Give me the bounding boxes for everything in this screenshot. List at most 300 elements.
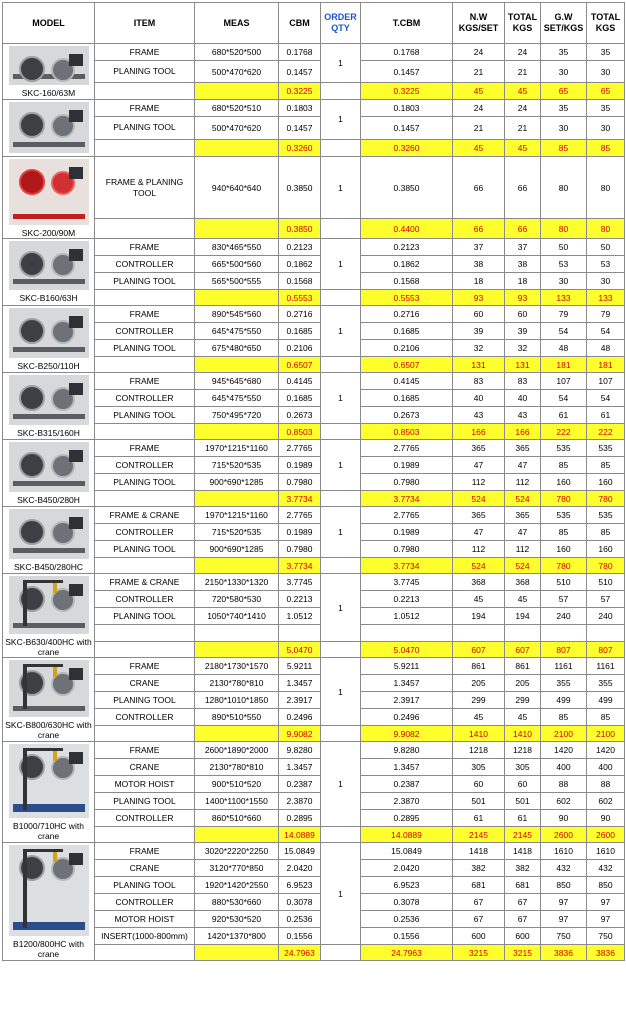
gw-cell: 85: [541, 709, 587, 726]
tcbm-cell: 1.0512: [361, 608, 453, 625]
subtotal-nw-cell: 45: [453, 139, 505, 156]
subtotal-qty-cell: [321, 558, 361, 574]
gw-total-cell: 1420: [587, 742, 625, 759]
table-row: [3, 877, 625, 894]
nw-total-cell: 60: [505, 306, 541, 323]
gw-cell: 57: [541, 591, 587, 608]
subtotal-gw-total-cell: 3836: [587, 945, 625, 961]
subtotal-cbm-cell: 0.6507: [279, 357, 321, 373]
item-cell: CONTROLLER: [95, 457, 195, 474]
nw-total-cell: 24: [505, 44, 541, 61]
header-gw: G.W SET/KGS: [541, 3, 587, 44]
tcbm-cell: 0.1989: [361, 524, 453, 541]
nw-total-cell: 365: [505, 507, 541, 524]
meas-cell: 565*500*555: [195, 273, 279, 290]
subtotal-gw-cell: 85: [541, 139, 587, 156]
nw-cell: 368: [453, 574, 505, 591]
cbm-cell: 0.2123: [279, 239, 321, 256]
subtotal-nw-total-cell: 93: [505, 290, 541, 306]
gw-cell: 750: [541, 928, 587, 945]
subtotal-item-cell: [95, 827, 195, 843]
meas-cell: 715*520*535: [195, 457, 279, 474]
table-row: [3, 860, 625, 877]
item-cell: CONTROLLER: [95, 524, 195, 541]
nw-total-cell: 600: [505, 928, 541, 945]
meas-cell: 1970*1215*1160: [195, 440, 279, 457]
subtotal-gw-cell: 780: [541, 558, 587, 574]
subtotal-tcbm-cell: 3.7734: [361, 491, 453, 507]
subtotal-qty-cell: [321, 642, 361, 658]
item-cell: FRAME & CRANE: [95, 574, 195, 591]
gw-cell: 88: [541, 776, 587, 793]
header-item: ITEM: [95, 3, 195, 44]
item-cell: CONTROLLER: [95, 256, 195, 273]
meas-cell: 715*520*535: [195, 524, 279, 541]
cbm-cell: 0.1862: [279, 256, 321, 273]
item-cell: FRAME: [95, 100, 195, 117]
item-cell: CONTROLLER: [95, 894, 195, 911]
meas-cell: 2600*1890*2000: [195, 742, 279, 759]
gw-cell: 61: [541, 407, 587, 424]
cbm-cell: 3.7745: [279, 574, 321, 591]
subtotal-tcbm-cell: 24.7963: [361, 945, 453, 961]
subtotal-meas-cell: [195, 491, 279, 507]
subtotal-gw-cell: 181: [541, 357, 587, 373]
subtotal-gw-cell: 780: [541, 491, 587, 507]
nw-cell: 112: [453, 474, 505, 491]
tcbm-cell: 0.1989: [361, 457, 453, 474]
gw-total-cell: 510: [587, 574, 625, 591]
order-qty-cell: 1: [321, 157, 361, 219]
nw-cell: 205: [453, 675, 505, 692]
gw-cell: 355: [541, 675, 587, 692]
nw-total-cell: 61: [505, 810, 541, 827]
nw-cell: 60: [453, 306, 505, 323]
nw-cell: 18: [453, 273, 505, 290]
table-row: [3, 692, 625, 709]
subtotal-meas-cell: [195, 357, 279, 373]
subtotal-row: [3, 558, 625, 574]
header-total-kgs-gw: TOTAL KGS: [587, 3, 625, 44]
machine-photo: [9, 102, 89, 153]
subtotal-gw-total-cell: 65: [587, 83, 625, 100]
gw-total-cell: 48: [587, 340, 625, 357]
item-cell: FRAME: [95, 306, 195, 323]
subtotal-nw-cell: 3215: [453, 945, 505, 961]
cbm-cell: 0.1457: [279, 61, 321, 83]
item-cell: PLANING TOOL: [95, 340, 195, 357]
tcbm-cell: 15.0849: [361, 843, 453, 860]
header-total-kgs-nw: TOTAL KGS: [505, 3, 541, 44]
tcbm-cell: 2.3917: [361, 692, 453, 709]
tcbm-cell: 2.3870: [361, 793, 453, 810]
tcbm-cell: 9.8280: [361, 742, 453, 759]
cbm-cell: 6.9523: [279, 877, 321, 894]
subtotal-nw-total-cell: 166: [505, 424, 541, 440]
subtotal-nw-cell: 66: [453, 219, 505, 239]
subtotal-gw-total-cell: 2100: [587, 726, 625, 742]
nw-cell: 43: [453, 407, 505, 424]
item-cell: INSERT(1000-800mm): [95, 928, 195, 945]
item-cell: CRANE: [95, 675, 195, 692]
nw-cell: 194: [453, 608, 505, 625]
meas-cell: 830*465*550: [195, 239, 279, 256]
subtotal-cbm-cell: 0.3225: [279, 83, 321, 100]
subtotal-item-cell: [95, 491, 195, 507]
tcbm-cell: 0.2536: [361, 911, 453, 928]
model-cell: [3, 239, 95, 306]
item-cell: CRANE: [95, 759, 195, 776]
meas-cell: 2180*1730*1570: [195, 658, 279, 675]
meas-cell: 890*545*560: [195, 306, 279, 323]
gw-cell: 1420: [541, 742, 587, 759]
subtotal-row: [3, 139, 625, 156]
table-row: [3, 239, 625, 256]
gw-cell: 35: [541, 44, 587, 61]
gw-cell: 30: [541, 117, 587, 139]
nw-cell: 66: [453, 157, 505, 219]
meas-cell: 1920*1420*2550: [195, 877, 279, 894]
gw-total-cell: 35: [587, 44, 625, 61]
tcbm-cell: [361, 625, 453, 642]
subtotal-cbm-cell: 0.3260: [279, 139, 321, 156]
model-name: B1200/800HC with crane: [13, 939, 84, 959]
subtotal-nw-cell: 93: [453, 290, 505, 306]
gw-cell: 602: [541, 793, 587, 810]
subtotal-nw-total-cell: 607: [505, 642, 541, 658]
nw-total-cell: 24: [505, 100, 541, 117]
cbm-cell: 0.4145: [279, 373, 321, 390]
nw-cell: 39: [453, 323, 505, 340]
gw-total-cell: 54: [587, 390, 625, 407]
gw-cell: 90: [541, 810, 587, 827]
table-row: [3, 440, 625, 457]
subtotal-nw-total-cell: 131: [505, 357, 541, 373]
subtotal-qty-cell: [321, 139, 361, 156]
tcbm-cell: 0.2213: [361, 591, 453, 608]
subtotal-meas-cell: [195, 424, 279, 440]
gw-total-cell: 602: [587, 793, 625, 810]
gw-total-cell: 850: [587, 877, 625, 894]
machine-photo: [9, 308, 89, 358]
subtotal-nw-cell: 1410: [453, 726, 505, 742]
model-cell: [3, 44, 95, 100]
item-cell: CONTROLLER: [95, 323, 195, 340]
meas-cell: 1280*1010*1850: [195, 692, 279, 709]
subtotal-cbm-cell: 0.8503: [279, 424, 321, 440]
order-qty-cell: 1: [321, 574, 361, 642]
gw-total-cell: 1610: [587, 843, 625, 860]
meas-cell: 2150*1330*1320: [195, 574, 279, 591]
item-cell: FRAME: [95, 440, 195, 457]
nw-cell: 21: [453, 117, 505, 139]
gw-total-cell: 160: [587, 541, 625, 558]
subtotal-cbm-cell: 24.7963: [279, 945, 321, 961]
cbm-cell: 2.3870: [279, 793, 321, 810]
nw-cell: 67: [453, 911, 505, 928]
gw-cell: 432: [541, 860, 587, 877]
cbm-cell: 0.2536: [279, 911, 321, 928]
nw-total-cell: 37: [505, 239, 541, 256]
model-cell: [3, 100, 95, 157]
model-name: SKC-B630/400HC with crane: [5, 637, 92, 657]
cbm-cell: 0.1803: [279, 100, 321, 117]
table-row: [3, 100, 625, 117]
order-qty-cell: 1: [321, 239, 361, 290]
cbm-cell: 0.1768: [279, 44, 321, 61]
gw-total-cell: 85: [587, 457, 625, 474]
nw-total-cell: 60: [505, 776, 541, 793]
meas-cell: 900*510*520: [195, 776, 279, 793]
model-cell: [3, 507, 95, 574]
table-row: [3, 608, 625, 625]
model-cell: [3, 157, 95, 239]
gw-total-cell: [587, 625, 625, 642]
meas-cell: 1970*1215*1160: [195, 507, 279, 524]
subtotal-tcbm-cell: 0.6507: [361, 357, 453, 373]
nw-total-cell: 21: [505, 117, 541, 139]
nw-total-cell: 1218: [505, 742, 541, 759]
subtotal-tcbm-cell: 9.9082: [361, 726, 453, 742]
tcbm-cell: 0.4145: [361, 373, 453, 390]
nw-total-cell: 32: [505, 340, 541, 357]
nw-cell: 40: [453, 390, 505, 407]
subtotal-nw-total-cell: 1410: [505, 726, 541, 742]
nw-total-cell: 112: [505, 474, 541, 491]
model-name: B1000/710HC with crane: [13, 821, 84, 841]
nw-cell: 67: [453, 894, 505, 911]
subtotal-cbm-cell: 3.7734: [279, 558, 321, 574]
nw-total-cell: 38: [505, 256, 541, 273]
header-model: MODEL: [3, 3, 95, 44]
meas-cell: 680*520*500: [195, 44, 279, 61]
model-name: SKC-B450/280H: [17, 495, 80, 505]
nw-cell: 365: [453, 507, 505, 524]
subtotal-nw-cell: 2145: [453, 827, 505, 843]
nw-cell: 382: [453, 860, 505, 877]
gw-total-cell: 50: [587, 239, 625, 256]
meas-cell: 720*580*530: [195, 591, 279, 608]
nw-cell: 501: [453, 793, 505, 810]
header-meas: MEAS: [195, 3, 279, 44]
tcbm-cell: 0.1685: [361, 323, 453, 340]
table-row: [3, 273, 625, 290]
gw-total-cell: 400: [587, 759, 625, 776]
meas-cell: 880*530*660: [195, 894, 279, 911]
nw-total-cell: 40: [505, 390, 541, 407]
item-cell: PLANING TOOL: [95, 541, 195, 558]
meas-cell: 940*640*640: [195, 157, 279, 219]
item-cell: CONTROLLER: [95, 591, 195, 608]
nw-cell: 861: [453, 658, 505, 675]
subtotal-row: [3, 424, 625, 440]
gw-total-cell: 54: [587, 323, 625, 340]
subtotal-gw-cell: 3836: [541, 945, 587, 961]
nw-cell: 45: [453, 709, 505, 726]
cbm-cell: 9.8280: [279, 742, 321, 759]
gw-cell: 50: [541, 239, 587, 256]
nw-cell: 24: [453, 44, 505, 61]
meas-cell: 900*690*1285: [195, 474, 279, 491]
cbm-cell: 0.2895: [279, 810, 321, 827]
gw-cell: 400: [541, 759, 587, 776]
gw-total-cell: 1161: [587, 658, 625, 675]
tcbm-cell: 0.2123: [361, 239, 453, 256]
gw-cell: 80: [541, 157, 587, 219]
cbm-cell: 1.3457: [279, 675, 321, 692]
nw-total-cell: 18: [505, 273, 541, 290]
gw-cell: 535: [541, 507, 587, 524]
nw-total-cell: 299: [505, 692, 541, 709]
table-row: [3, 742, 625, 759]
nw-cell: 45: [453, 591, 505, 608]
subtotal-cbm-cell: 0.5553: [279, 290, 321, 306]
meas-cell: 750*495*720: [195, 407, 279, 424]
nw-total-cell: 67: [505, 911, 541, 928]
packing-list-table: [2, 2, 625, 961]
subtotal-gw-cell: 222: [541, 424, 587, 440]
gw-total-cell: 160: [587, 474, 625, 491]
nw-cell: 47: [453, 457, 505, 474]
header-order-qty: ORDER QTY: [321, 3, 361, 44]
nw-cell: 83: [453, 373, 505, 390]
table-row: [3, 928, 625, 945]
table-row: [3, 709, 625, 726]
subtotal-gw-total-cell: 181: [587, 357, 625, 373]
order-qty-cell: 1: [321, 440, 361, 491]
table-row: [3, 323, 625, 340]
subtotal-nw-cell: 131: [453, 357, 505, 373]
subtotal-qty-cell: [321, 357, 361, 373]
nw-total-cell: 194: [505, 608, 541, 625]
subtotal-row: [3, 726, 625, 742]
gw-total-cell: 61: [587, 407, 625, 424]
tcbm-cell: 0.7980: [361, 474, 453, 491]
meas-cell: 920*530*520: [195, 911, 279, 928]
subtotal-row: [3, 945, 625, 961]
gw-cell: 107: [541, 373, 587, 390]
gw-cell: 535: [541, 440, 587, 457]
subtotal-row: [3, 491, 625, 507]
tcbm-cell: 0.2387: [361, 776, 453, 793]
meas-cell: 1420*1370*800: [195, 928, 279, 945]
model-name: SKC-B250/110H: [17, 361, 80, 371]
subtotal-nw-cell: 166: [453, 424, 505, 440]
subtotal-tcbm-cell: 0.4400: [361, 219, 453, 239]
gw-cell: 499: [541, 692, 587, 709]
nw-cell: 365: [453, 440, 505, 457]
gw-total-cell: 85: [587, 709, 625, 726]
subtotal-qty-cell: [321, 827, 361, 843]
order-qty-cell: 1: [321, 843, 361, 945]
machine-photo: [9, 442, 89, 492]
cbm-cell: 0.7980: [279, 541, 321, 558]
model-cell: [3, 373, 95, 440]
tcbm-cell: 0.1556: [361, 928, 453, 945]
item-cell: MOTOR HOIST: [95, 911, 195, 928]
table-row: [3, 591, 625, 608]
tcbm-cell: 5.9211: [361, 658, 453, 675]
cbm-cell: 1.0512: [279, 608, 321, 625]
subtotal-nw-cell: 607: [453, 642, 505, 658]
nw-cell: 1218: [453, 742, 505, 759]
cbm-cell: [279, 625, 321, 642]
subtotal-gw-cell: 133: [541, 290, 587, 306]
machine-photo: [9, 509, 89, 559]
item-cell: [95, 625, 195, 642]
tcbm-cell: 2.0420: [361, 860, 453, 877]
table-row: [3, 117, 625, 139]
cbm-cell: 2.3917: [279, 692, 321, 709]
machine-photo: [9, 241, 89, 290]
cbm-cell: 2.7765: [279, 507, 321, 524]
model-cell: [3, 306, 95, 373]
subtotal-gw-total-cell: 85: [587, 139, 625, 156]
tcbm-cell: 0.3078: [361, 894, 453, 911]
nw-cell: 61: [453, 810, 505, 827]
gw-cell: 1161: [541, 658, 587, 675]
model-name: SKC-B315/160H: [17, 428, 80, 438]
frame-crane-photo: [9, 744, 89, 818]
item-cell: FRAME & CRANE: [95, 507, 195, 524]
cbm-cell: 0.2673: [279, 407, 321, 424]
cbm-cell: 0.2496: [279, 709, 321, 726]
gw-cell: [541, 625, 587, 642]
item-cell: FRAME: [95, 239, 195, 256]
subtotal-meas-cell: [195, 558, 279, 574]
cbm-cell: 0.2387: [279, 776, 321, 793]
order-qty-cell: 1: [321, 507, 361, 558]
tcbm-cell: 0.2496: [361, 709, 453, 726]
cbm-cell: 0.2716: [279, 306, 321, 323]
gw-total-cell: 53: [587, 256, 625, 273]
item-cell: FRAME: [95, 44, 195, 61]
nw-total-cell: 681: [505, 877, 541, 894]
gw-cell: 53: [541, 256, 587, 273]
nw-cell: 305: [453, 759, 505, 776]
gw-total-cell: 35: [587, 100, 625, 117]
tcbm-cell: 0.1803: [361, 100, 453, 117]
subtotal-gw-cell: 80: [541, 219, 587, 239]
table-row: [3, 507, 625, 524]
tcbm-cell: 0.2895: [361, 810, 453, 827]
gw-cell: 35: [541, 100, 587, 117]
subtotal-meas-cell: [195, 219, 279, 239]
table-row: [3, 61, 625, 83]
table-row: [3, 390, 625, 407]
nw-cell: 60: [453, 776, 505, 793]
nw-total-cell: 39: [505, 323, 541, 340]
tcbm-cell: 0.1768: [361, 44, 453, 61]
gw-total-cell: 88: [587, 776, 625, 793]
table-row: [3, 541, 625, 558]
cbm-cell: 15.0849: [279, 843, 321, 860]
subtotal-gw-total-cell: 80: [587, 219, 625, 239]
gw-cell: 79: [541, 306, 587, 323]
frame-crane-photo: [9, 845, 89, 936]
gw-cell: 850: [541, 877, 587, 894]
subtotal-nw-total-cell: 3215: [505, 945, 541, 961]
table-row: [3, 776, 625, 793]
item-cell: PLANING TOOL: [95, 608, 195, 625]
meas-cell: 1050*740*1410: [195, 608, 279, 625]
gw-cell: 85: [541, 457, 587, 474]
subtotal-gw-total-cell: 780: [587, 558, 625, 574]
meas-cell: 3120*770*850: [195, 860, 279, 877]
gw-cell: 30: [541, 61, 587, 83]
model-cell: [3, 658, 95, 742]
model-name: SKC-B800/630HC with crane: [5, 720, 92, 740]
